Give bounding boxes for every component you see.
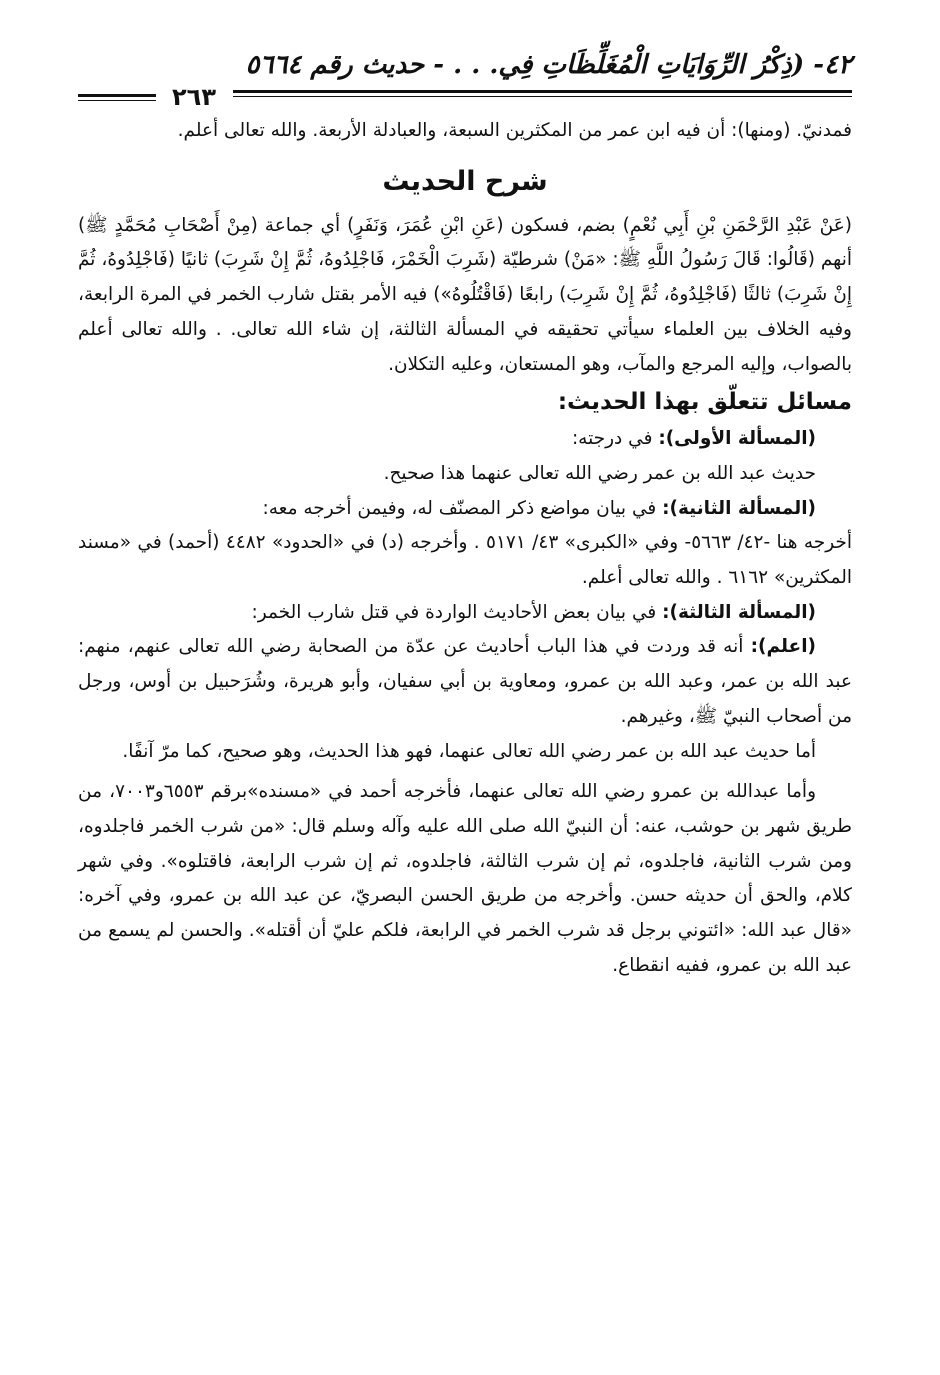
issue-1-line (78, 422, 852, 457)
issues-heading: مسائل تتعلّق بهذا الحديث: (557, 389, 852, 416)
book-page (78, 44, 852, 983)
issue-1-text: في درجته: (571, 428, 653, 450)
issue-3-text: في بيان بعض الأحاديث الواردة في قتل شارب الخمر: (251, 601, 657, 623)
issue-2-label: (المسألة الثانية): (662, 497, 816, 519)
header-rule-long (233, 90, 852, 97)
know-text: أنه قد وردت في هذا الباب أحاديث عن عدّة من الصحابة رضي الله تعالى عنهم، منهم: عبد الله بن عمر، وعبد الله بن عمرو، ومعاوية بن أبي سفيان، وأبو هريرة، وشُرَحبيل بن أوس، ورجل من أصحاب النبيّ ﷺ، وغيرهم. (78, 636, 852, 727)
ibn-amr-paragraph: وأما عبدالله بن عمرو رضي الله تعالى عنهما، فأخرجه أحمد في «مسنده»برقم ٦٥٥٣و٧٠٠٣، من طريق شهر بن حوشب، عنه: أن النبيّ الله صلى الله عليه وآله وسلم قال: «من شرب الخمر فاجلدوه، ومن شرب الثانية، فاجلدوه، ثم إن شرب الثالثة، فاجلدوه، ثم إن شرب الرابعة، فاقتلوه». وفي شهر كلام، والحق أن حديثه حسن. وأخرجه من طريق الحسن البصريّ، عن عبد الله بن عمرو، وفي آخره: «قال عبد الله: «ائتوني برجل قد شرب الخمر في الرابعة، فلكم عليّ أن أقتله». والحسن لم يسمع من عبد الله بن عمرو، ففيه انقطاع. (78, 781, 852, 976)
chapter-title: ٤٢- (ذِكْرُ الرِّوَايَاتِ الْمُغَلِّظَاتِ فِي. . . - حديث رقم ٥٦٦٤ (245, 50, 852, 80)
ibn-umar-paragraph: أما حديث عبد الله بن عمر رضي الله تعالى عنهما، فهو هذا الحديث، وهو صحيح، كما مرّ آنفًا. (122, 740, 816, 762)
page-number: ٢٦٣ (172, 83, 216, 111)
issue-2-line (78, 492, 852, 527)
header-rules (78, 84, 852, 114)
issue-3-label: (المسألة الثالثة): (662, 601, 816, 623)
issue-1-body: حديث عبد الله بن عمر رضي الله تعالى عنهما هذا صحيح. (383, 462, 816, 484)
running-header (78, 44, 852, 84)
know-label: (اعلم): (750, 636, 816, 658)
issue-2-text: في بيان مواضع ذكر المصنّف له، وفيمن أخرجه معه: (262, 497, 657, 519)
issue-2-body: أخرجه هنا -٤٢/ ٥٦٦٣- وفي «الكبرى» ٤٣/ ٥١٧١ . وأخرجه (د) في «الحدود» ٤٤٨٢ (أحمد) في «مسند المكثرين» ٦١٦٢ . والله تعالى أعلم. (78, 532, 852, 589)
issue-3-line (78, 596, 852, 631)
header-rule-short (78, 94, 156, 101)
hadith-commentary-paragraph: (عَنْ عَبْدِ الرَّحْمَنِ بْنِ أَبِي نُعْمٍ) بضم، فسكون (عَنِ ابْنِ عُمَرَ، وَنَفَرٍ) أي جماعة (مِنْ أَصْحَابِ مُحَمَّدٍ ﷺ) أنهم (قَالُوا: قَالَ رَسُولُ اللَّهِ ﷺ: «مَنْ) شرطيّة (شَرِبَ الْخَمْرَ، فَاجْلِدُوهُ، ثُمَّ إِنْ شَرِبَ) ثانيًا (فَاجْلِدُوهُ، ثُمَّ إِنْ شَرِبَ) ثالثًا (فَاجْلِدُوهُ، ثُمَّ إِنْ شَرِبَ) رابعًا (فَاقْتُلُوهُ») فيه الأمر بقتل شارب الخمر في المرة الرابعة، وفيه الخلاف بين العلماء سيأتي تحقيقه في المسألة الثالثة، إن شاء الله تعالى. . والله تعالى أعلم بالصواب، وإليه المرجع والمآب، وهو المستعان، وعليه التكلان. (78, 214, 852, 375)
opening-paragraph: فمدنيّ. (ومنها): أن فيه ابن عمر من المكثرين السبعة، والعبادلة الأربعة. والله تعالى أعلم. (177, 120, 852, 141)
issue-1-label: (المسألة الأولى): (658, 428, 816, 450)
know-paragraph (78, 630, 852, 734)
section-title: شرح الحديث (382, 165, 548, 197)
page-body (78, 114, 852, 983)
